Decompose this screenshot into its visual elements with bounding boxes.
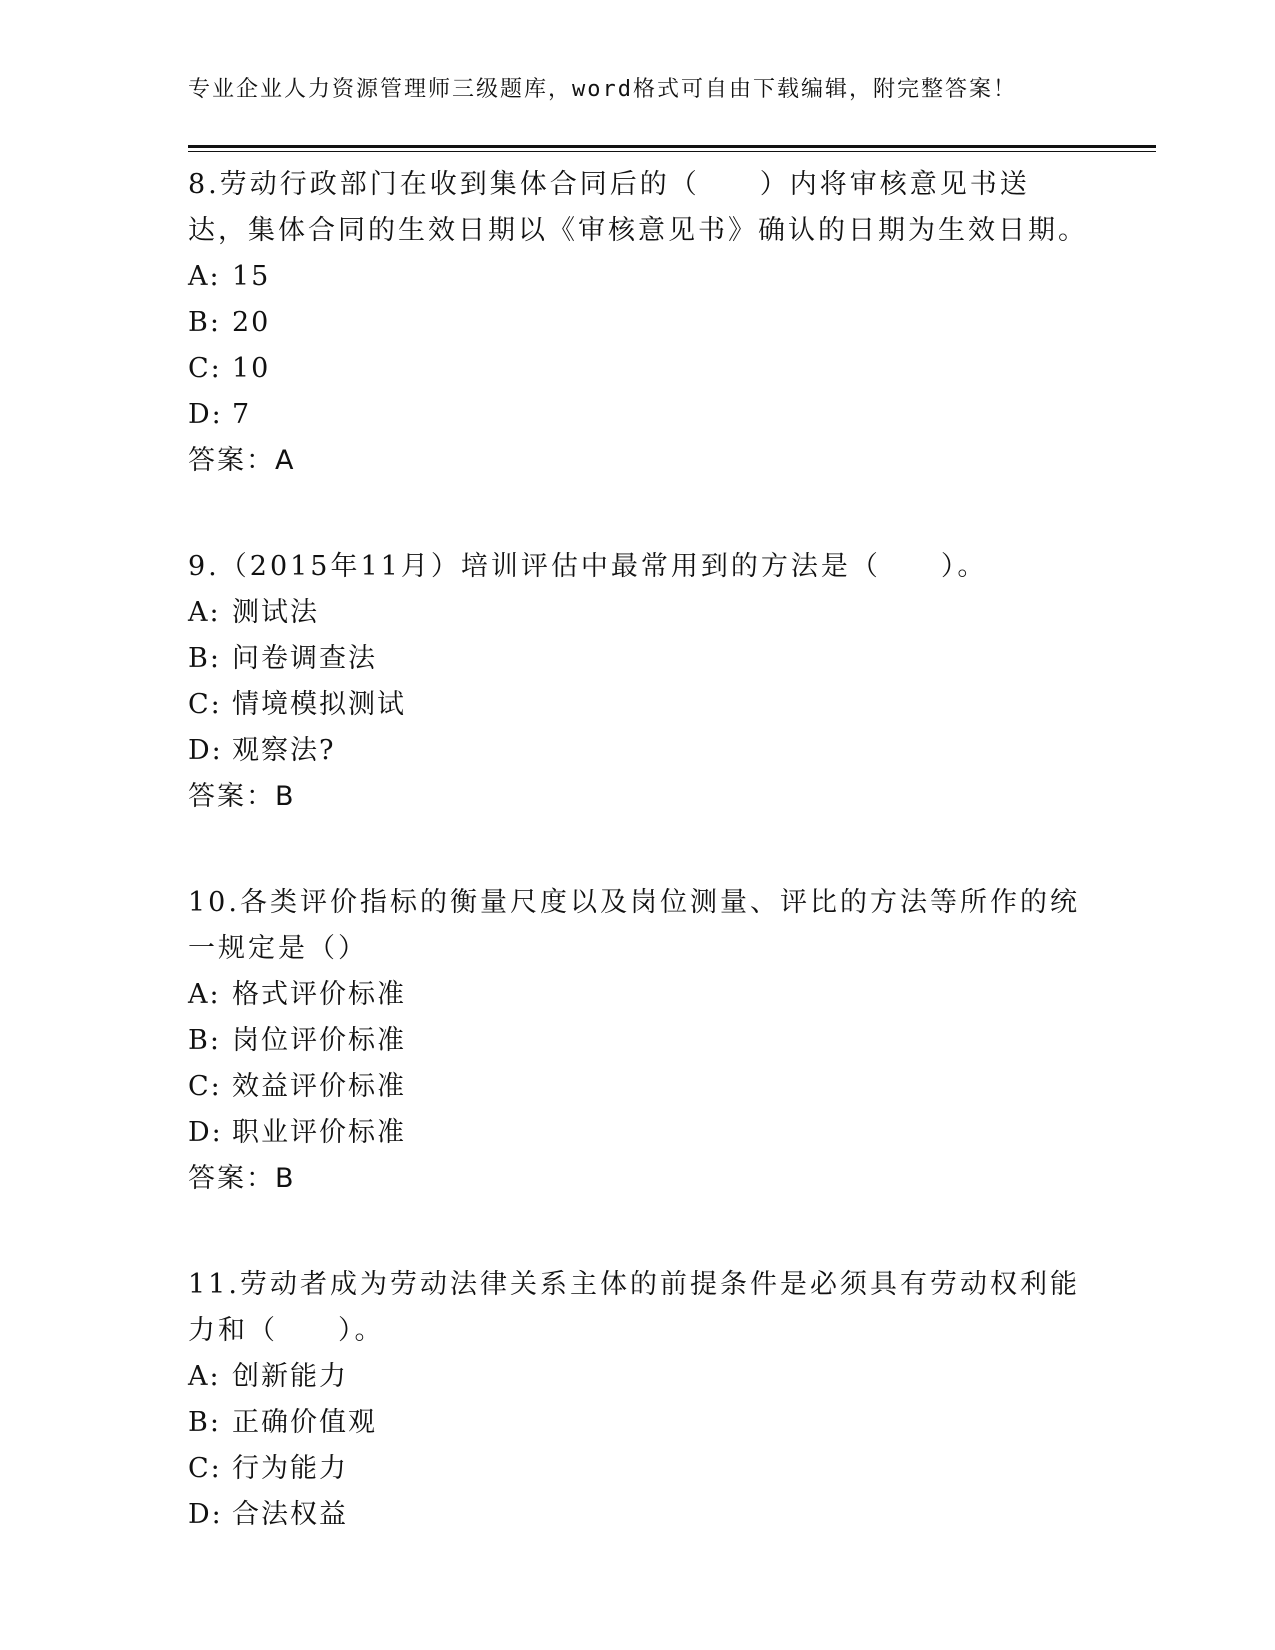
option-text: 15: [232, 261, 271, 292]
option-c: [188, 682, 1088, 728]
option-label: B:: [188, 307, 221, 338]
spacer: [188, 820, 1088, 880]
option-c: [188, 1446, 1088, 1492]
spacer: [188, 1202, 1088, 1262]
option-a: [188, 590, 1088, 636]
option-b: [188, 1400, 1088, 1446]
option-label: A:: [188, 597, 221, 628]
option-d: [188, 1492, 1088, 1538]
option-text: 效益评价标准: [232, 1071, 406, 1102]
option-label: C:: [188, 1071, 222, 1102]
spacer: [188, 484, 1088, 544]
header-rule-thin: [188, 151, 1156, 152]
page-header: 专业企业人力资源管理师三级题库，word格式可自由下载编辑，附完整答案！: [188, 77, 1017, 102]
question-11: [188, 1262, 1088, 1538]
option-a: [188, 972, 1088, 1018]
option-a: [188, 254, 1088, 300]
answer: 答案：B: [188, 781, 296, 812]
option-text: 7: [232, 399, 252, 430]
option-text: 观察法?: [232, 735, 336, 766]
option-text: 行为能力: [232, 1453, 348, 1484]
question-text: 8.劳动行政部门在收到集体合同后的（ ）内将审核意见书送达，集体合同的生效日期以《审核意见书》确认的日期为生效日期。: [188, 169, 1088, 246]
option-label: D:: [188, 1117, 223, 1148]
option-text: 问卷调查法: [232, 643, 377, 674]
option-label: B:: [188, 643, 221, 674]
option-text: 正确价值观: [232, 1407, 377, 1438]
option-label: D:: [188, 399, 223, 430]
option-b: [188, 300, 1088, 346]
question-text: 9.（2015年11月）培训评估中最常用到的方法是（ ）。: [188, 551, 988, 582]
header-rule-thick: [188, 145, 1156, 148]
question-10: [188, 880, 1088, 1202]
option-text: 格式评价标准: [232, 979, 406, 1010]
question-text: 11.劳动者成为劳动法律关系主体的前提条件是必须具有劳动权利能力和（ ）。: [188, 1269, 1080, 1346]
option-label: D:: [188, 1499, 223, 1530]
option-label: A:: [188, 979, 221, 1010]
option-a: [188, 1354, 1088, 1400]
option-label: B:: [188, 1025, 221, 1056]
option-label: A:: [188, 1361, 221, 1392]
option-text: 情境模拟测试: [232, 689, 406, 720]
option-c: [188, 346, 1088, 392]
question-list: [188, 162, 1088, 1538]
answer: 答案：A: [188, 445, 296, 476]
option-label: C:: [188, 689, 222, 720]
option-d: [188, 1110, 1088, 1156]
option-b: [188, 636, 1088, 682]
option-text: 测试法: [232, 597, 319, 628]
option-label: B:: [188, 1407, 221, 1438]
option-text: 岗位评价标准: [232, 1025, 406, 1056]
option-text: 职业评价标准: [232, 1117, 406, 1148]
option-text: 合法权益: [232, 1499, 348, 1530]
option-d: [188, 728, 1088, 774]
option-text: 20: [232, 307, 271, 338]
option-label: C:: [188, 1453, 222, 1484]
option-text: 创新能力: [232, 1361, 348, 1392]
option-text: 10: [232, 353, 271, 384]
option-label: D:: [188, 735, 223, 766]
option-b: [188, 1018, 1088, 1064]
option-c: [188, 1064, 1088, 1110]
option-label: A:: [188, 261, 221, 292]
question-text: 10.各类评价指标的衡量尺度以及岗位测量、评比的方法等所作的统一规定是（）: [188, 887, 1080, 964]
question-9: [188, 544, 1088, 820]
answer: 答案：B: [188, 1163, 296, 1194]
option-label: C:: [188, 353, 222, 384]
option-d: [188, 392, 1088, 438]
question-8: [188, 162, 1088, 484]
